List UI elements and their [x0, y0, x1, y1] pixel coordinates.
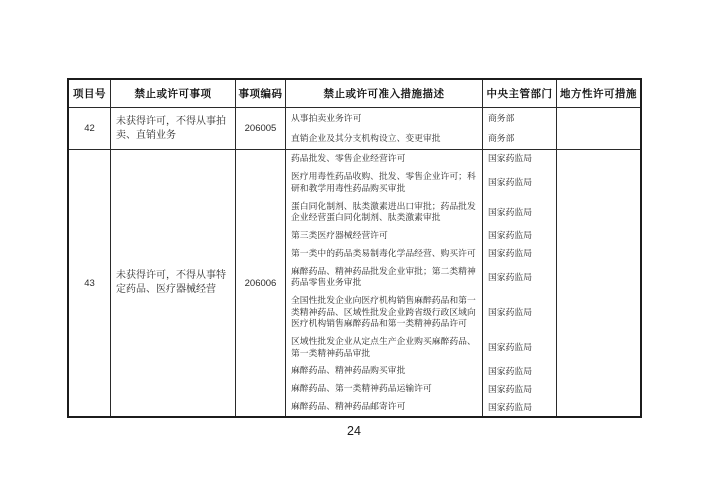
measure-agency: 国家药监局: [488, 248, 532, 259]
row42-measures: [286, 108, 557, 150]
measure-desc: 蛋白同化制剂、肽类激素进出口审批；药品批发企业经营蛋白同化制剂、肽类激素审批: [286, 197, 483, 226]
measure-agency: 国家药监局: [488, 401, 532, 412]
measure-row: [286, 333, 556, 362]
measure-agency: 国家药监局: [488, 230, 532, 241]
column-header-central-authority: 中央主管部门: [483, 80, 557, 108]
measure-desc: 第三类医疗器械经营许可: [286, 227, 483, 245]
measure-agency: 国家药监局: [488, 153, 532, 164]
row43-local-measures: [557, 150, 640, 416]
column-header-measure-description: 禁止或许可准入措施描述: [286, 80, 483, 108]
measure-row: [286, 380, 556, 398]
measure-agency: 国家药监局: [488, 206, 532, 217]
row42-prohibited-item: 未获得许可，不得从事拍卖、直销业务: [111, 108, 236, 150]
measure-row: [286, 263, 556, 292]
measure-row: [286, 108, 556, 129]
measure-row: [286, 227, 556, 245]
row42-item-code: 206005: [236, 108, 286, 150]
measure-desc: 麻醉药品、精神药品批发企业审批；第二类精神药品零售业务审批: [286, 263, 483, 292]
page-number: 24: [347, 424, 361, 438]
row42-item-number: 42: [69, 108, 111, 150]
row42-local-measures: [557, 108, 640, 150]
measure-desc: 麻醉药品、第一类精神药品运输许可: [286, 380, 483, 398]
measure-agency: 商务部: [488, 112, 515, 123]
column-header-item-code: 事项编码: [236, 80, 286, 108]
row43-item-code: 206006: [236, 150, 286, 416]
row43-item-number: 43: [69, 150, 111, 416]
measure-row: [286, 398, 556, 416]
measure-row: [286, 245, 556, 263]
measure-row: [286, 168, 556, 197]
admission-measures-table: [67, 78, 642, 418]
measure-agency: 国家药监局: [488, 383, 532, 394]
measure-row: [286, 129, 556, 150]
measure-row: [286, 150, 556, 168]
measure-desc: 药品批发、零售企业经营许可: [286, 150, 483, 168]
row43-measures: [286, 150, 557, 416]
measure-desc: 全国性批发企业向医疗机构销售麻醉药品和第一类精神药品、区域性批发企业跨省级行政区域向医疗机构销售麻醉药品和第一类精神药品许可: [286, 292, 483, 333]
measure-agency: 商务部: [488, 133, 515, 144]
column-header-local-measures: 地方性许可措施: [557, 80, 640, 108]
measure-row: [286, 197, 556, 226]
row43-prohibited-item: 未获得许可，不得从事特定药品、医疗器械经营: [111, 150, 236, 416]
measure-agency: 国家药监局: [488, 365, 532, 376]
measure-agency: 国家药监局: [488, 271, 532, 282]
measure-desc: 麻醉药品、精神药品购买审批: [286, 362, 483, 380]
measure-row: [286, 292, 556, 333]
measure-desc: 医疗用毒性药品收购、批发、零售企业许可；科研和教学用毒性药品购买审批: [286, 168, 483, 197]
measure-agency: 国家药监局: [488, 342, 532, 353]
measure-desc: 第一类中的药品类易制毒化学品经营、购买许可: [286, 245, 483, 263]
measure-desc: 麻醉药品、精神药品邮寄许可: [286, 398, 483, 416]
column-header-prohibited-item: 禁止或许可事项: [111, 80, 236, 108]
measure-desc: 直销企业及其分支机构设立、变更审批: [286, 129, 483, 150]
column-header-item-number: 项目号: [69, 80, 111, 108]
measure-agency: 国家药监局: [488, 177, 532, 188]
measure-desc: 区域性批发企业从定点生产企业购买麻醉药品、第一类精神药品审批: [286, 333, 483, 362]
measure-agency: 国家药监局: [488, 306, 532, 317]
measure-row: [286, 362, 556, 380]
measure-desc: 从事拍卖业务许可: [286, 108, 483, 129]
